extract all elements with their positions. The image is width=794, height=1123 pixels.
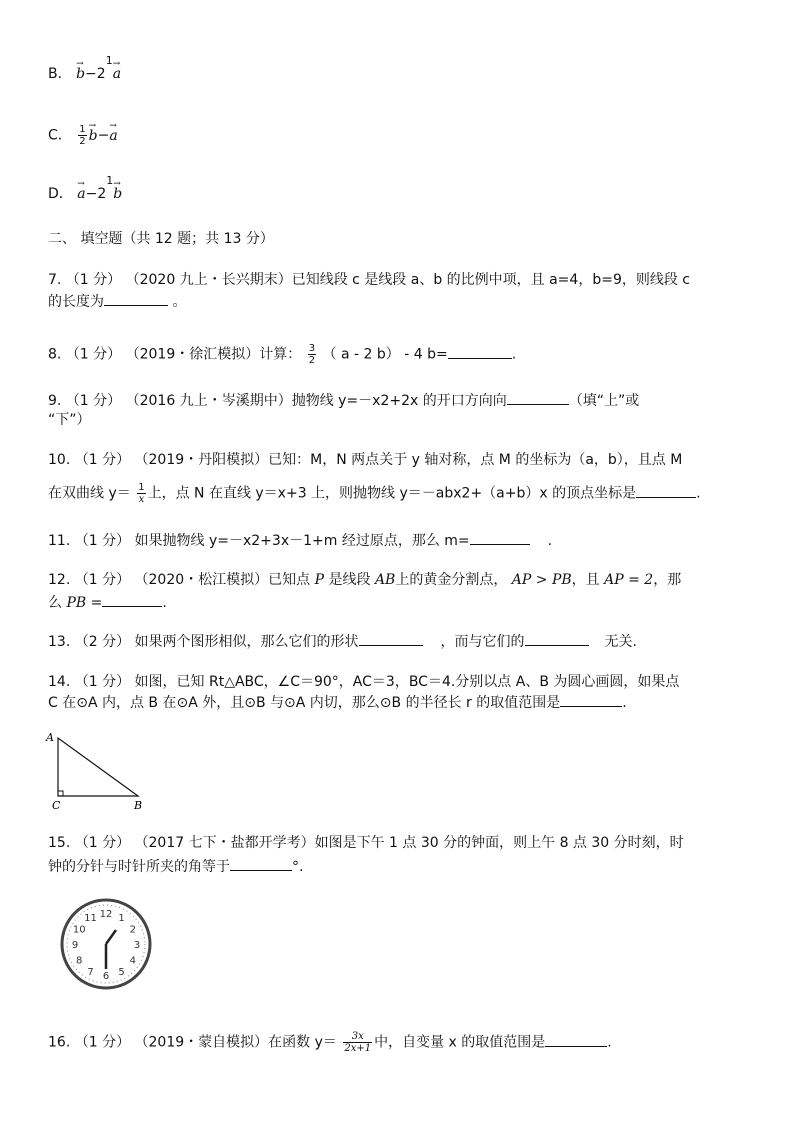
question-text: 8. （1 分） （2019・徐汇模拟）计算： <box>48 346 302 363</box>
fraction-numerator: 1 <box>106 174 114 187</box>
question-10-line-2 <box>48 482 701 505</box>
clock-number: 6 <box>102 971 110 982</box>
vector-a: → a <box>77 184 85 204</box>
question-text: . <box>511 346 517 363</box>
clock-number: 1 <box>118 913 125 925</box>
question-text: 12. （1 分） （2020・松江模拟）已知点 <box>48 572 311 588</box>
option-label: B． <box>48 66 72 82</box>
question-15-line-1: 15. （1 分） （2017 七下・盐都开学考）如图是下午 1 点 30 分的钟面，则上午 8 点 30 分时刻，时 <box>48 835 684 851</box>
answer-blank[interactable] <box>470 530 530 545</box>
minus-sign: − <box>97 127 110 144</box>
answer-blank[interactable] <box>507 390 569 405</box>
question-text: . <box>696 485 701 502</box>
clock-number: 7 <box>87 966 94 978</box>
question-text: 无关. <box>604 634 637 650</box>
question-text: 9. （1 分） （2016 九上・岑溪期中）抛物线 y=－x2+2x 的开口方向向 <box>48 393 507 409</box>
question-10-line-1: 10. （1 分） （2019・丹阳模拟）已知：M，N 两点关于 y 轴对称，点 M 的坐标为（a，b），且点 M <box>48 452 683 468</box>
fraction-denominator: 2x+1 <box>344 1043 372 1054</box>
question-7-line-1: 7. （1 分） （2020 九上・长兴期末）已知线段 c 是线段 a、b 的比例中项，且 a=4，b=9，则线段 c <box>48 272 690 288</box>
answer-blank[interactable] <box>359 631 423 646</box>
vector-b: → b <box>89 126 98 146</box>
question-13 <box>48 631 637 652</box>
question-9-line-1 <box>48 390 639 411</box>
hour-hand <box>106 930 116 944</box>
question-text: ，那 <box>653 572 682 588</box>
vertex-label-c: C <box>52 799 61 812</box>
math-equation: PB = <box>66 595 103 611</box>
fraction <box>78 124 86 147</box>
question-text: 上，点 N 在直线 y＝x+3 上，则抛物线 y＝－abx2+（a+b）x 的顶点坐标是 <box>147 485 637 502</box>
question-text: . <box>547 533 553 549</box>
math-symbol: AB <box>374 572 396 588</box>
option-b <box>48 54 122 85</box>
math-equation: AP = 2 <box>604 572 654 588</box>
coefficient: 2 <box>97 186 107 202</box>
clock-number: 12 <box>99 909 113 920</box>
answer-blank[interactable] <box>525 631 589 646</box>
math-inequality: AP > PB <box>511 572 572 588</box>
triangle-shape <box>58 738 138 796</box>
question-text: . <box>162 595 167 611</box>
question-text: 16. （1 分） （2019・蒙自模拟）在函数 y＝ <box>48 1034 337 1051</box>
fraction-numerator: 1 <box>105 54 113 67</box>
option-label: C． <box>48 127 72 144</box>
question-text: ，而与它们的 <box>440 634 525 650</box>
option-label: D． <box>48 186 73 202</box>
answer-blank[interactable] <box>230 856 292 871</box>
answer-blank[interactable] <box>560 692 622 707</box>
question-text: 中，自变量 x 的取值范围是 <box>374 1034 546 1051</box>
vector-b: → b <box>113 184 122 204</box>
right-triangle-figure <box>40 728 150 813</box>
answer-blank[interactable] <box>636 483 696 498</box>
question-text: C 在⊙A 内，点 B 在⊙A 外，且⊙B 与⊙A 内切，那么⊙B 的半径长 r 的取值范围是 <box>48 695 561 711</box>
clock-number: 3 <box>133 940 141 951</box>
fraction-numerator: 1 <box>79 124 86 135</box>
coefficient: 2 <box>96 66 106 82</box>
question-15-line-2 <box>48 856 303 877</box>
clock-number: 4 <box>129 955 136 967</box>
question-14-line-2 <box>48 692 627 713</box>
question-12-line-1 <box>48 570 681 590</box>
question-text: 11. （1 分） 如果抛物线 y=－x2+3x－1+m 经过原点，那么 m= <box>48 533 470 549</box>
clock-face-figure <box>58 897 154 993</box>
fraction-denominator: 2 <box>79 136 86 147</box>
clock-number: 9 <box>71 940 79 951</box>
clock-number: 8 <box>76 955 83 967</box>
fraction <box>137 482 145 505</box>
answer-blank[interactable] <box>545 1032 607 1047</box>
question-text: 。 <box>168 294 187 310</box>
question-text: 的长度为 <box>48 294 104 310</box>
question-text: . <box>607 1034 612 1051</box>
fraction-numerator: 3 <box>308 343 316 354</box>
fraction-numerator: 3x <box>343 1031 372 1043</box>
fraction-numerator: 1 <box>138 482 145 493</box>
question-text: ，且 <box>571 572 600 588</box>
question-text: 是线段 <box>328 572 371 588</box>
question-text: 上的黄金分割点， <box>395 572 508 588</box>
question-text: 么 <box>48 595 62 611</box>
fraction-denominator: x <box>138 494 145 505</box>
fraction-denominator: 2 <box>308 355 316 366</box>
minus-sign: − <box>85 66 97 82</box>
question-text: 钟的分针与时针所夹的角等于 <box>48 859 230 875</box>
fraction <box>308 343 316 366</box>
question-16 <box>48 1031 612 1054</box>
math-symbol: P <box>314 572 325 588</box>
question-text: 在双曲线 y＝ <box>48 485 131 502</box>
question-text: . <box>622 695 627 711</box>
vertex-label-a: A <box>46 731 54 744</box>
question-text: °. <box>292 859 304 875</box>
clock-number: 10 <box>72 924 86 936</box>
question-text: 13. （2 分） 如果两个图形相似，那么它们的形状 <box>48 634 359 650</box>
question-text: （填“上”或 <box>568 393 640 409</box>
option-c <box>48 124 118 147</box>
vector-a: → a <box>113 64 121 84</box>
answer-blank[interactable] <box>102 592 162 607</box>
option-d <box>48 174 123 205</box>
clock-number: 2 <box>129 924 136 936</box>
question-14-line-1: 14. （1 分） 如图，已知 Rt△ABC，∠C＝90°，AC＝3，BC＝4.分别以点 A、B 为圆心画圆，如果点 <box>48 674 680 690</box>
vertex-label-b: B <box>134 799 143 812</box>
question-12-line-2 <box>48 592 167 613</box>
answer-blank[interactable] <box>448 344 512 359</box>
minus-sign: − <box>85 186 98 202</box>
fraction <box>343 1031 372 1054</box>
question-8 <box>48 343 516 366</box>
clock-number: 11 <box>84 913 97 925</box>
answer-blank[interactable] <box>104 291 168 306</box>
question-11 <box>48 530 552 551</box>
question-expression: （ a - 2 b） - 4 b= <box>322 346 448 363</box>
vector-b: → b <box>76 64 85 84</box>
vector-a: → a <box>109 126 117 146</box>
section-heading: 二、 填空题（共 12 题；共 13 分） <box>48 231 274 247</box>
question-7-line-2 <box>48 291 186 312</box>
clock-number: 5 <box>118 966 125 978</box>
right-angle-marker <box>58 791 63 796</box>
question-9-line-2: “下”） <box>48 412 91 428</box>
